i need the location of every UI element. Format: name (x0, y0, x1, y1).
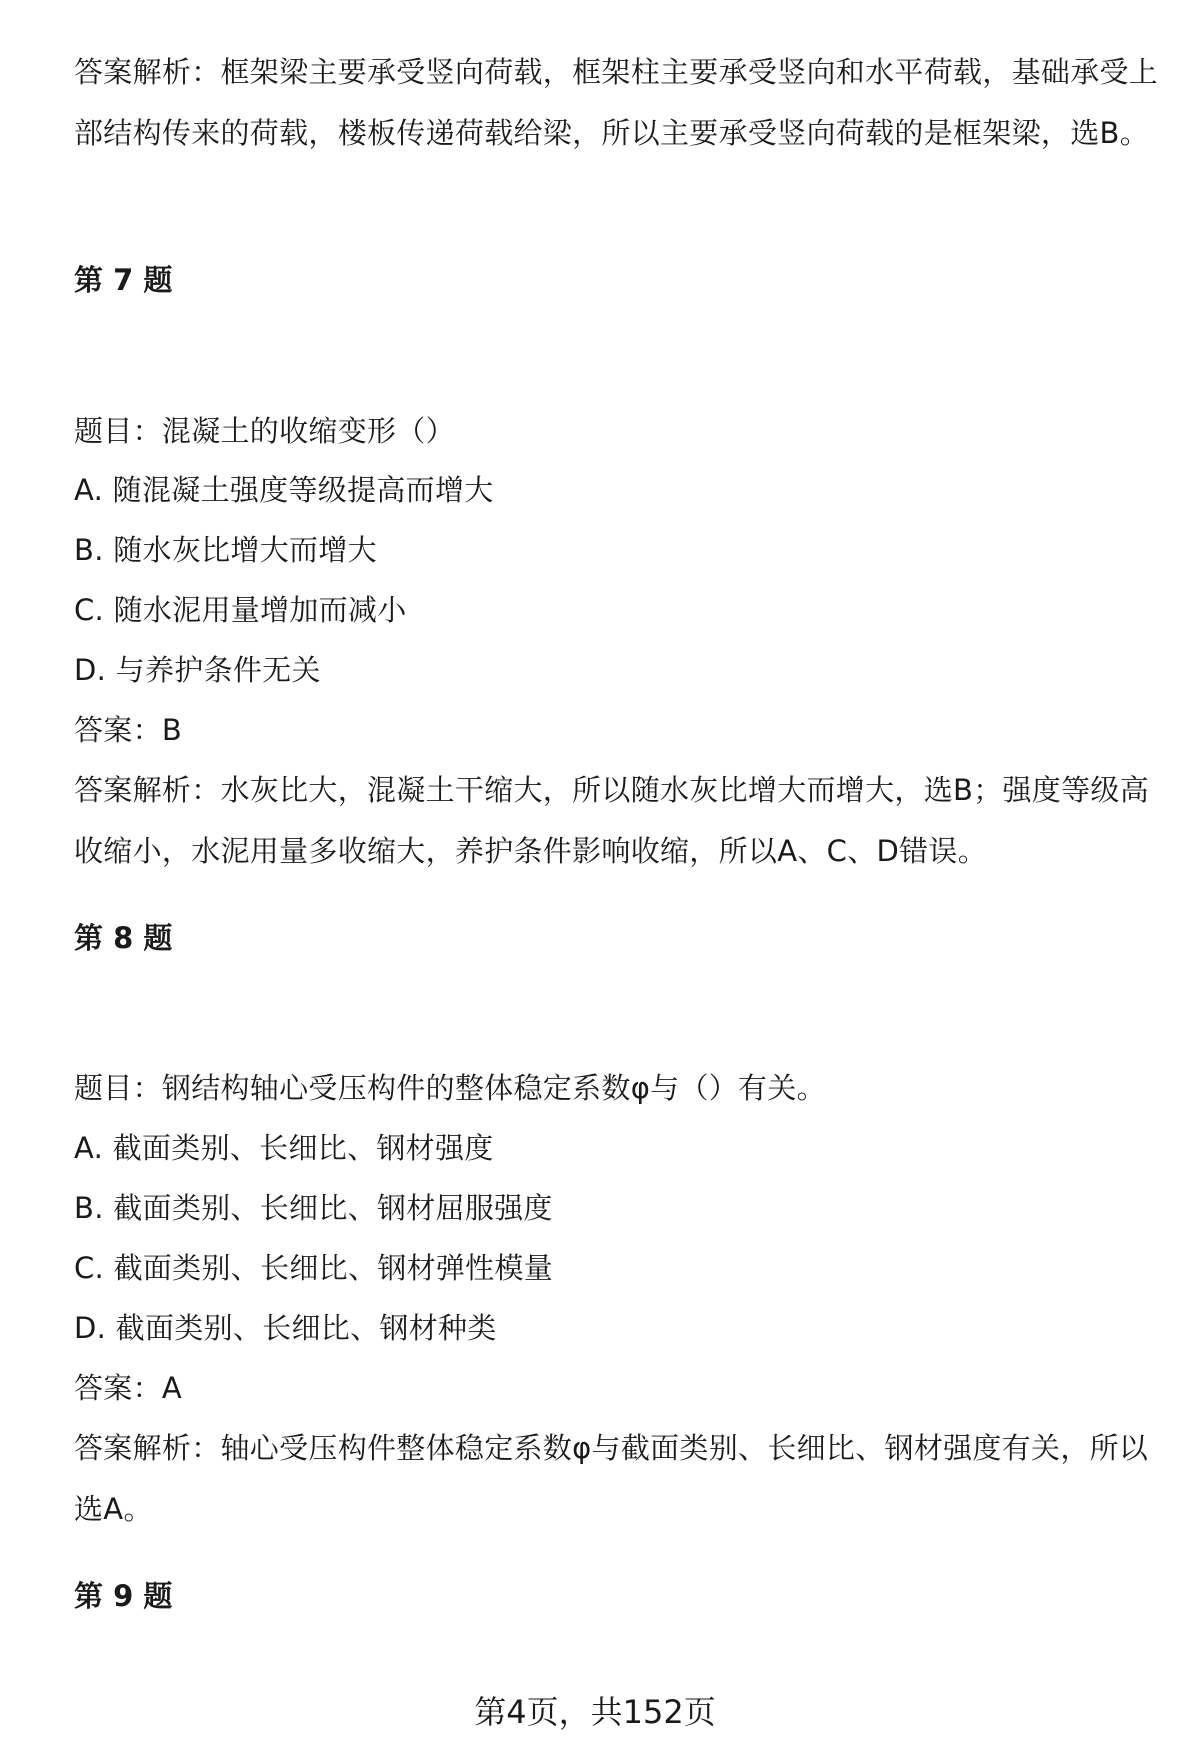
page-footer: 第4页，共152页 (474, 1693, 716, 1731)
q8-stem: 题目：钢结构轴心受压构件的整体稳定系数φ与（）有关。 (74, 1071, 826, 1105)
q6-explanation: 答案解析：框架梁主要承受竖向荷载，框架柱主要承受竖向和水平荷载，基础承受上部结构传来的荷载，楼板传递荷载给梁，所以主要承受竖向荷载的是框架梁，选B。 (74, 55, 1159, 150)
q8-heading: 第 8 题 (74, 921, 173, 955)
q8-option-d: D. 截面类别、长细比、钢材种类 (74, 1311, 497, 1345)
q9-heading: 第 9 题 (74, 1579, 173, 1613)
q7-option-c: C. 随水泥用量增加而减小 (74, 593, 407, 627)
q7-option-a: A. 随混凝土强度等级提高而增大 (74, 473, 494, 507)
q7-explanation: 答案解析：水灰比大，混凝土干缩大，所以随水灰比增大而增大，选B；强度等级高收缩小，水泥用量多收缩大，养护条件影响收缩，所以A、C、D错误。 (74, 773, 1149, 868)
q8-option-b: B. 截面类别、长细比、钢材屈服强度 (74, 1191, 553, 1225)
q7-option-d: D. 与养护条件无关 (74, 653, 321, 687)
q7-answer: 答案：B (74, 713, 183, 747)
q8-explanation: 答案解析：轴心受压构件整体稳定系数φ与截面类别、长细比、钢材强度有关，所以选A。 (74, 1431, 1149, 1526)
q7-stem: 题目：混凝土的收缩变形（） (74, 414, 455, 448)
q7-option-b: B. 随水灰比增大而增大 (74, 533, 377, 567)
q8-option-a: A. 截面类别、长细比、钢材强度 (74, 1131, 494, 1165)
q7-heading: 第 7 题 (74, 263, 173, 297)
q8-option-c: C. 截面类别、长细比、钢材弹性模量 (74, 1251, 554, 1285)
q8-answer: 答案：A (74, 1371, 183, 1405)
